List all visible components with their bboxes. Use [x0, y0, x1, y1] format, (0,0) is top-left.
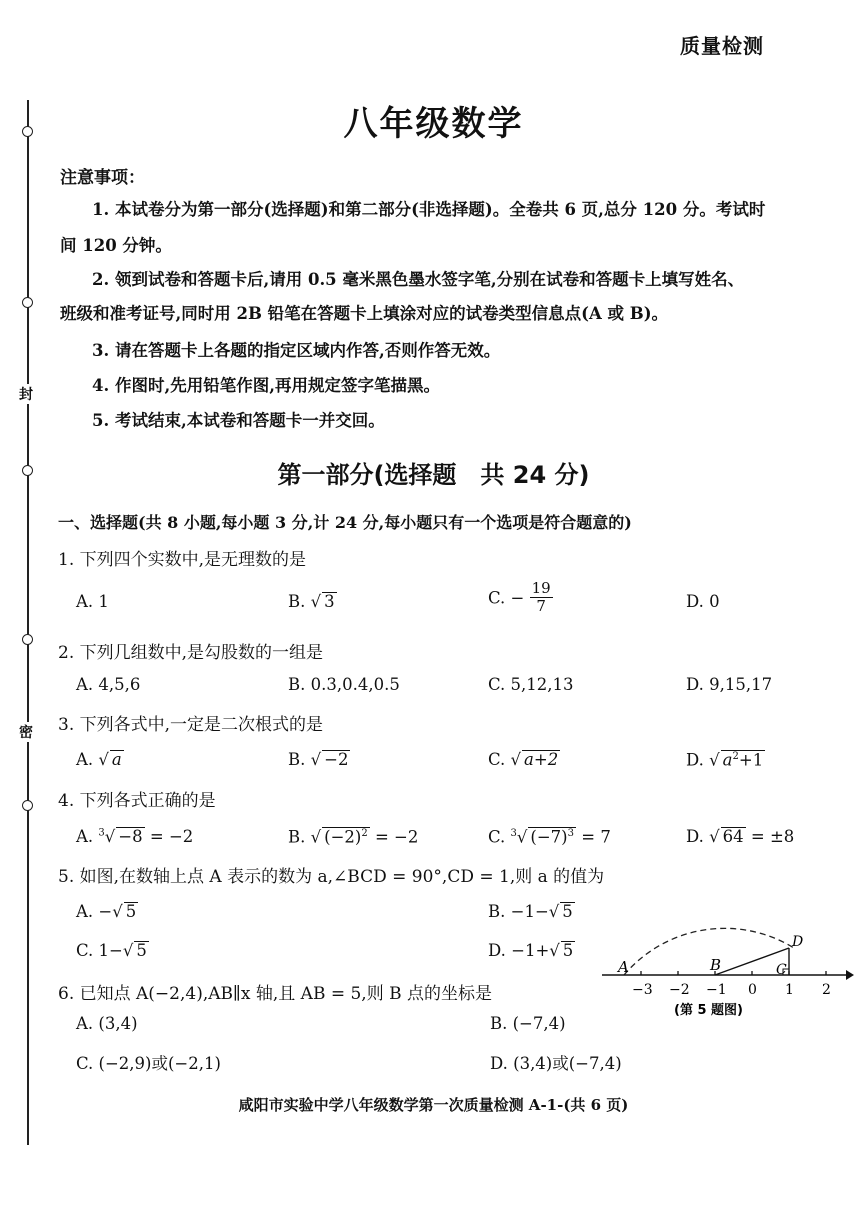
- q2-option-b: B. 0.3,0.4,0.5: [288, 675, 400, 694]
- notice-item-5: 5. 考试结束,本试卷和答题卡一并交回。: [92, 411, 385, 430]
- q6-option-a: A. (3,4): [76, 1014, 138, 1033]
- q4-option-d: D. √ 64 = ±8: [686, 827, 795, 846]
- question-2-stem: 2. 下列几组数中,是勾股数的一组是: [58, 643, 324, 663]
- notice-item-3: 3. 请在答题卡上各题的指定区域内作答,否则作答无效。: [92, 341, 501, 360]
- tick-label: −1: [706, 982, 727, 998]
- number-line-figure: [596, 890, 858, 1025]
- q5-option-d: D. −1+√ 5: [488, 941, 574, 960]
- notice-item-2-cont: 班级和准考证号,同时用 2B 铅笔在答题卡上填涂对应的试卷类型信息点(A 或 B)。: [60, 304, 669, 323]
- q1-option-d: D. 0: [686, 592, 720, 611]
- q3-option-d: D. √ $a^2+1$: [686, 750, 764, 770]
- figure-caption: (第 5 题图): [674, 1003, 743, 1018]
- q2-option-d: D. 9,15,17: [686, 675, 773, 694]
- binding-hole: [22, 800, 33, 811]
- q6-option-c: C. (−2,9)或(−2,1): [76, 1054, 221, 1073]
- q1-option-c: C. − $\frac{19}{7}$: [488, 579, 551, 616]
- page-title: 八年级数学: [343, 104, 524, 144]
- question-1-stem: 1. 下列四个实数中,是无理数的是: [58, 550, 307, 570]
- q6-option-b: B. (−7,4): [490, 1014, 566, 1033]
- notice-item-1: 1. 本试卷分为第一部分(选择题)和第二部分(非选择题)。全卷共 6 页,总分 120 分。考试时: [92, 200, 766, 219]
- question-4-stem: 4. 下列各式正确的是: [58, 791, 216, 811]
- q3-option-c: C. √ a+2: [488, 750, 559, 769]
- axis-arrow: [846, 970, 854, 980]
- question-3-stem: 3. 下列各式中,一定是二次根式的是: [58, 715, 324, 735]
- binding-hole: [22, 634, 33, 645]
- notice-item-2: 2. 领到试卷和答题卡后,请用 0.5 毫米黑色墨水签字笔,分别在试卷和答题卡上填写姓名、: [92, 270, 745, 289]
- q3-option-b: B. √ −2: [288, 750, 349, 769]
- notice-heading: 注意事项：: [60, 168, 145, 188]
- tick-label: −3: [632, 982, 653, 998]
- q4-option-b: B. √ $(-2)^2 = -2$: [288, 827, 419, 847]
- q2-option-c: C. 5,12,13: [488, 675, 574, 694]
- q5-option-a: A. −√ 5: [76, 902, 137, 921]
- q4-option-a: A. $^3$√ −8 = −2: [76, 827, 194, 846]
- point-label-d: D: [792, 934, 804, 950]
- notice-item-1-cont: 间 120 分钟。: [60, 236, 172, 255]
- tick-label: −2: [669, 982, 690, 998]
- binding-hole: [22, 297, 33, 308]
- page-footer: 咸阳市实验中学八年级数学第一次质量检测 A-1-(共 6 页): [238, 1096, 629, 1114]
- tick-label: 0: [748, 982, 757, 998]
- margin-char-secret: 密: [19, 722, 33, 742]
- q5-option-c: C. 1−√ 5: [76, 941, 147, 960]
- notice-item-4: 4. 作图时,先用铅笔作图,再用规定签字笔描黑。: [92, 376, 440, 395]
- tick-label: 2: [822, 982, 831, 998]
- question-6-stem: 6. 已知点 A(−2,4),AB∥x 轴,且 AB = 5,则 B 点的坐标是: [58, 984, 493, 1004]
- binding-line: [27, 100, 29, 1145]
- q1-option-b: B. √ 3: [288, 592, 335, 611]
- q3-option-a: A. √ a: [76, 750, 122, 769]
- q1-option-a: A. 1: [76, 592, 109, 611]
- point-label-c: C: [776, 962, 787, 978]
- q4-option-c: C. $^3$√ $(-7)^3 = 7$: [488, 827, 611, 847]
- header-corner-text: 质量检测: [680, 34, 764, 58]
- section-title: 第一部分(选择题 共 24 分): [277, 461, 590, 489]
- point-label-a: A: [618, 958, 629, 976]
- dashed-arc: [624, 928, 794, 975]
- margin-char-seal: 封: [19, 384, 33, 404]
- q6-option-d: D. (3,4)或(−7,4): [490, 1054, 622, 1073]
- tick-label: 1: [785, 982, 794, 998]
- part-heading: 一、选择题(共 8 小题,每小题 3 分,计 24 分,每小题只有一个选项是符合题意的): [58, 513, 632, 532]
- q2-option-a: A. 4,5,6: [76, 675, 141, 694]
- question-5-stem: 5. 如图,在数轴上点 A 表示的数为 a,∠BCD = 90°,CD = 1,则 a 的值为: [58, 867, 605, 887]
- q5-option-b: B. −1−√ 5: [488, 902, 573, 921]
- point-label-b: B: [710, 956, 722, 974]
